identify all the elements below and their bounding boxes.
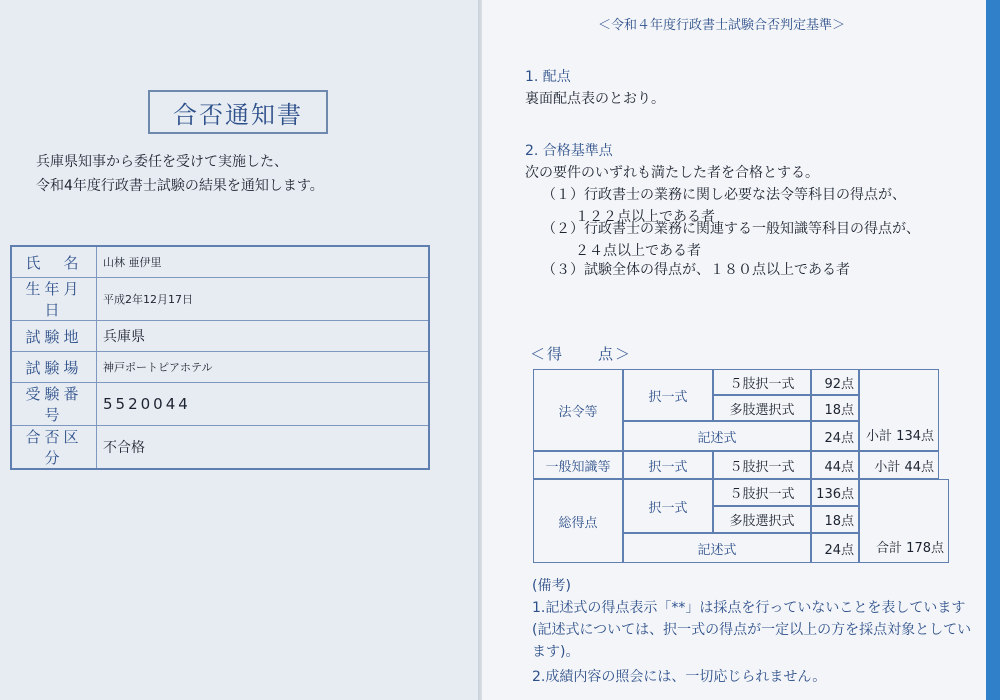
intro-line-2: 令和4年度行政書士試験の結果を通知します。 xyxy=(36,178,324,194)
law-kijutsu-score: 24点 xyxy=(811,421,859,451)
exam-region-value: 兵庫県 xyxy=(97,321,430,352)
total-kijutsu-label: 記述式 xyxy=(623,533,811,563)
total-kijutsu-score: 24点 xyxy=(811,533,859,563)
birthdate-value: 平成2年12月17日 xyxy=(97,278,430,321)
total-tashi-label: 多肢選択式 xyxy=(713,506,811,533)
total-label: 総得点 xyxy=(533,479,623,563)
criterion-3: （３）試験全体の得点が、１８０点以上である者 xyxy=(542,262,850,278)
criterion-1: （１）行政書士の業務に関し必要な法令等科目の得点が、 xyxy=(542,187,906,203)
result-label: 合否区分 xyxy=(11,426,97,470)
table-row xyxy=(11,383,429,426)
total-sentaku-label: 択一式 xyxy=(623,479,713,533)
general-label: 一般知識等 xyxy=(533,451,623,479)
law-goshi-score: 92点 xyxy=(811,369,859,395)
intro-text xyxy=(36,150,456,198)
general-goshi-label: ５肢択一式 xyxy=(713,451,811,479)
total-goshi-label: ５肢択一式 xyxy=(713,479,811,506)
intro-line-1: 兵庫県知事から委任を受けて実施した、 xyxy=(36,154,288,170)
candidate-info-table xyxy=(10,245,430,470)
law-goshi-label: ５肢択一式 xyxy=(713,369,811,395)
table-row xyxy=(11,321,429,352)
exam-site-label: 試験場 xyxy=(11,352,97,383)
total-goshi-score: 136点 xyxy=(811,479,859,506)
exam-number-value: 5520044 xyxy=(97,383,430,426)
criterion-2: （２）行政書士の業務に関連する一般知識等科目の得点が、 xyxy=(542,221,920,237)
law-tashi-label: 多肢選択式 xyxy=(713,395,811,421)
table-row xyxy=(11,352,429,383)
section1-text: 裏面配点表のとおり。 xyxy=(525,91,665,107)
law-subtotal: 小計 134点 xyxy=(859,369,939,451)
birthdate-label: 生年月日 xyxy=(11,278,97,321)
notice-title: 合否通知書 xyxy=(148,90,328,134)
general-goshi-score: 44点 xyxy=(811,451,859,479)
exam-site-value: 神戸ポートピアホテル xyxy=(97,352,430,383)
name-value: 山林 亜伊里 xyxy=(97,246,430,278)
table-row xyxy=(11,246,429,278)
section2-text: 次の要件のいずれも満たした者を合格とする。 xyxy=(525,165,819,181)
criterion-2-cont: ２４点以上である者 xyxy=(575,243,701,259)
law-label: 法令等 xyxy=(533,369,623,451)
law-tashi-score: 18点 xyxy=(811,395,859,421)
law-kijutsu-label: 記述式 xyxy=(623,421,811,451)
law-sentaku-label: 択一式 xyxy=(623,369,713,421)
name-label: 氏 名 xyxy=(11,246,97,278)
criterion-1-cont: １２２点以上である者 xyxy=(575,209,715,225)
section1-heading: 1. 配点 xyxy=(525,69,571,85)
result-value: 不合格 xyxy=(97,426,430,470)
criteria-header: ＜令和４年度行政書士試験合否判定基準＞ xyxy=(598,18,846,33)
left-page xyxy=(0,0,482,700)
note-1: 1.記述式の得点表示「**」は採点を行っていないことを表しています(記述式については、択一式の得点が一定以上の方を採点対象としています)。 xyxy=(532,600,972,660)
table-row xyxy=(11,426,429,470)
notes-heading: (備考) xyxy=(532,578,571,594)
score-title: ＜得 点＞ xyxy=(530,345,633,363)
total-tashi-score: 18点 xyxy=(811,506,859,533)
exam-number-label: 受験番号 xyxy=(11,383,97,426)
exam-region-label: 試験地 xyxy=(11,321,97,352)
table-row xyxy=(11,278,429,321)
general-sentaku-label: 択一式 xyxy=(623,451,713,479)
grand-total: 合計 178点 xyxy=(859,479,949,563)
blue-page-edge xyxy=(986,0,1000,700)
note-2: 2.成績内容の照会には、一切応じられません。 xyxy=(532,669,827,685)
general-subtotal: 小計 44点 xyxy=(859,451,939,479)
section2-heading: 2. 合格基準点 xyxy=(525,143,613,159)
